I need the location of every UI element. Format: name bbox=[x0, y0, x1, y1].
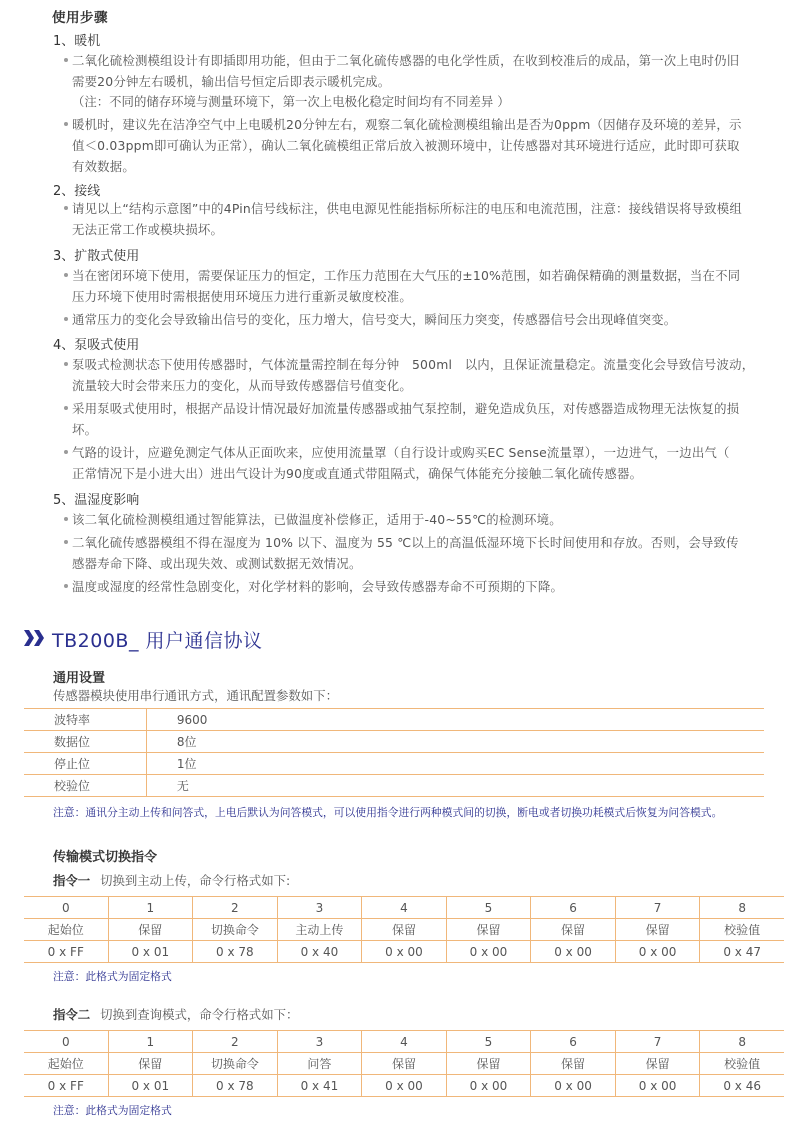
usage-heading: 使用步骤 bbox=[52, 10, 108, 26]
temp-title: 5、温湿度影响 bbox=[53, 493, 140, 508]
byte-name-cell: 保留 bbox=[362, 919, 447, 941]
bullet-line: 采用泵吸式使用时，根据产品设计情况最好加流量传感器或抽气泵控制，避免造成负压，对传感器造成物理无法恢复的损 bbox=[72, 401, 740, 416]
cmd2-label: 指令二 bbox=[53, 1007, 91, 1022]
config-value: 无 bbox=[146, 775, 764, 797]
protocol-title: TB200B_ 用户通信协议 bbox=[52, 630, 263, 652]
bullet-dot-icon bbox=[64, 406, 68, 410]
serial-config-table bbox=[24, 708, 764, 797]
bullet-line: 需要20分钟左右暖机，输出信号恒定后即表示暖机完成。 bbox=[72, 74, 391, 89]
bullet-dot-icon bbox=[64, 317, 68, 321]
cmd1-caption bbox=[53, 871, 290, 889]
warmup-bullet-1 bbox=[64, 50, 764, 92]
byte-index-cell: 7 bbox=[615, 1031, 700, 1053]
byte-name-cell: 保留 bbox=[446, 1053, 531, 1075]
config-key: 波特率 bbox=[24, 709, 146, 731]
byte-value-cell: 0 x 00 bbox=[446, 1075, 531, 1097]
bullet-line: 气路的设计，应避免测定气体从正面吹来，应使用流量罩（自行设计或购买EC Sense流量罩），一边进气，一边出气（ bbox=[72, 445, 730, 460]
byte-name-cell: 保留 bbox=[108, 919, 193, 941]
byte-index-cell: 4 bbox=[362, 1031, 447, 1053]
byte-value-cell: 0 x 41 bbox=[277, 1075, 362, 1097]
cmd1-idx-row bbox=[24, 897, 784, 919]
config-note: 注意：通讯分主动上传和问答式，上电后默认为问答模式，可以使用指令进行两种模式间的切换，断电或者切换功耗模式后恢复为问答模式。 bbox=[53, 806, 723, 819]
byte-value-cell: 0 x 00 bbox=[362, 1075, 447, 1097]
byte-index-cell: 6 bbox=[531, 897, 616, 919]
byte-index-cell: 7 bbox=[615, 897, 700, 919]
cmd2-name-row bbox=[24, 1053, 784, 1075]
cmd1-table bbox=[24, 896, 784, 963]
config-key: 数据位 bbox=[24, 731, 146, 753]
bullet-dot-icon bbox=[64, 206, 68, 210]
warmup-note: （注：不同的储存环境与测量环境下，第一次上电极化稳定时间均有不同差异 ） bbox=[72, 94, 510, 109]
byte-value-cell: 0 x 78 bbox=[193, 1075, 278, 1097]
cmd2-caption bbox=[53, 1005, 298, 1023]
wiring-title: 2、接线 bbox=[53, 184, 101, 199]
bullet-dot-icon bbox=[64, 362, 68, 366]
byte-index-cell: 1 bbox=[108, 897, 193, 919]
bullet-dot-icon bbox=[64, 122, 68, 126]
byte-index-cell: 2 bbox=[193, 897, 278, 919]
byte-index-cell: 8 bbox=[700, 897, 784, 919]
pump-bullet-1 bbox=[64, 354, 764, 396]
bullet-dot-icon bbox=[64, 517, 68, 521]
bullet-line: 正常情况下是小进大出）进出气设计为90度或直通式带阻隔式，确保气体能充分接触二氧化硫传感器。 bbox=[72, 466, 643, 481]
bullet-line: 通常压力的变化会导致输出信号的变化，压力增大，信号变大，瞬间压力突变，传感器信号会出现峰值突变。 bbox=[72, 312, 677, 327]
byte-value-cell: 0 x 78 bbox=[193, 941, 278, 963]
byte-name-cell: 起始位 bbox=[24, 1053, 108, 1075]
bullet-line: 请见以上“结构示意图”中的4Pin信号线标注，供电电源见性能指标所标注的电压和电流范围，注意：接线错误将导致模组 bbox=[72, 201, 742, 216]
diffusion-title: 3、扩散式使用 bbox=[53, 249, 140, 264]
config-row bbox=[24, 753, 764, 775]
wiring-bullet-1 bbox=[64, 198, 764, 240]
byte-name-cell: 保留 bbox=[108, 1053, 193, 1075]
cmd2-idx-row bbox=[24, 1031, 784, 1053]
bullet-line: 值＜0.03ppm即可确认为正常），确认二氧化硫模组正常后放入被测环境中，让传感器对其环境进行适应，此时即可获取 bbox=[72, 138, 740, 153]
byte-name-cell: 保留 bbox=[362, 1053, 447, 1075]
byte-name-cell: 起始位 bbox=[24, 919, 108, 941]
general-settings-desc: 传感器模块使用串行通讯方式，通讯配置参数如下： bbox=[53, 688, 338, 703]
chevron-right-icon bbox=[34, 630, 44, 646]
warmup-title: 1、暖机 bbox=[53, 34, 101, 49]
byte-value-cell: 0 x 00 bbox=[531, 941, 616, 963]
bullet-line: 坏。 bbox=[72, 422, 98, 437]
byte-index-cell: 4 bbox=[362, 897, 447, 919]
byte-index-cell: 0 bbox=[24, 1031, 108, 1053]
bullet-dot-icon bbox=[64, 450, 68, 454]
byte-value-cell: 0 x 00 bbox=[615, 1075, 700, 1097]
protocol-header bbox=[24, 626, 424, 656]
byte-value-cell: 0 x 01 bbox=[108, 941, 193, 963]
config-row bbox=[24, 775, 764, 797]
bullet-line: 暖机时，建议先在洁净空气中上电暖机20分钟左右，观察二氧化硫检测模组输出是否为0ppm（因储存及环境的差异，示 bbox=[72, 117, 742, 132]
bullet-line: 当在密闭环境下使用，需要保证压力的恒定，工作压力范围在大气压的±10%范围，如若确保精确的测量数据，当在不同 bbox=[72, 268, 741, 283]
byte-index-cell: 5 bbox=[446, 1031, 531, 1053]
bullet-line: 压力环境下使用时需根据使用环境压力进行重新灵敏度校准。 bbox=[72, 289, 412, 304]
byte-value-cell: 0 x 00 bbox=[446, 941, 531, 963]
byte-index-cell: 6 bbox=[531, 1031, 616, 1053]
cmd1-desc: 切换到主动上传，命令行格式如下: bbox=[100, 873, 291, 888]
byte-index-cell: 3 bbox=[277, 897, 362, 919]
temp-bullet-3 bbox=[64, 576, 764, 597]
byte-value-cell: 0 x 47 bbox=[700, 941, 784, 963]
diffusion-bullet-1 bbox=[64, 265, 764, 307]
bullet-line: 有效数据。 bbox=[72, 159, 135, 174]
byte-name-cell: 切换命令 bbox=[193, 1053, 278, 1075]
byte-name-cell: 保留 bbox=[531, 919, 616, 941]
bullet-line: 二氧化硫检测模组设计有即插即用功能，但由于二氧化硫传感器的电化学性质，在收到校准后的成品，第一次上电时仍旧 bbox=[72, 53, 740, 68]
byte-value-cell: 0 x FF bbox=[24, 941, 108, 963]
config-value: 8位 bbox=[146, 731, 764, 753]
cmd2-desc: 切换到查询模式，命令行格式如下： bbox=[100, 1007, 299, 1022]
byte-name-cell: 校验值 bbox=[700, 919, 784, 941]
cmd1-hex-row bbox=[24, 941, 784, 963]
byte-index-cell: 1 bbox=[108, 1031, 193, 1053]
bullet-dot-icon bbox=[64, 584, 68, 588]
byte-value-cell: 0 x 00 bbox=[531, 1075, 616, 1097]
byte-name-cell: 切换命令 bbox=[193, 919, 278, 941]
byte-value-cell: 0 x 01 bbox=[108, 1075, 193, 1097]
temp-bullet-1 bbox=[64, 509, 764, 530]
bullet-dot-icon bbox=[64, 540, 68, 544]
bullet-line: 温度或湿度的经常性急剧变化，对化学材料的影响，会导致传感器寿命不可预期的下降。 bbox=[72, 579, 564, 594]
config-value: 9600 bbox=[146, 709, 764, 731]
cmd2-hex-row bbox=[24, 1075, 784, 1097]
byte-index-cell: 5 bbox=[446, 897, 531, 919]
bullet-dot-icon bbox=[64, 273, 68, 277]
bullet-line: 泵吸式检测状态下使用传感器时，气体流量需控制在每分钟 500ml 以内，且保证流量稳定。流量变化会导致信号波动， bbox=[72, 357, 755, 372]
config-key: 校验位 bbox=[24, 775, 146, 797]
config-value: 1位 bbox=[146, 753, 764, 775]
bullet-dot-icon bbox=[64, 58, 68, 62]
config-key: 停止位 bbox=[24, 753, 146, 775]
cmd1-note: 注意：此格式为固定格式 bbox=[53, 970, 172, 983]
cmd2-note: 注意：此格式为固定格式 bbox=[53, 1104, 172, 1117]
bullet-line: 流量较大时会带来压力的变化，从而导致传感器信号值变化。 bbox=[72, 378, 412, 393]
byte-value-cell: 0 x 00 bbox=[615, 941, 700, 963]
cmd2-table bbox=[24, 1030, 784, 1097]
cmd1-label: 指令一 bbox=[53, 873, 91, 888]
cmd1-name-row bbox=[24, 919, 784, 941]
config-row bbox=[24, 709, 764, 731]
temp-bullet-2 bbox=[64, 532, 764, 574]
byte-name-cell: 保留 bbox=[446, 919, 531, 941]
byte-name-cell: 保留 bbox=[615, 919, 700, 941]
byte-name-cell: 主动上传 bbox=[277, 919, 362, 941]
byte-index-cell: 2 bbox=[193, 1031, 278, 1053]
bullet-line: 该二氧化硫检测模组通过智能算法，已做温度补偿修正，适用于-40~55℃的检测环境。 bbox=[72, 512, 562, 527]
diffusion-bullet-2 bbox=[64, 309, 764, 330]
bullet-line: 二氧化硫传感器模组不得在湿度为 10% 以下、温度为 55 ℃以上的高温低湿环境下长时间使用和存放。否则，会导致传 bbox=[72, 535, 739, 550]
pump-title: 4、泵吸式使用 bbox=[53, 338, 140, 353]
byte-index-cell: 8 bbox=[700, 1031, 784, 1053]
byte-value-cell: 0 x FF bbox=[24, 1075, 108, 1097]
byte-index-cell: 3 bbox=[277, 1031, 362, 1053]
byte-value-cell: 0 x 46 bbox=[700, 1075, 784, 1097]
byte-value-cell: 0 x 40 bbox=[277, 941, 362, 963]
byte-name-cell: 保留 bbox=[615, 1053, 700, 1075]
config-row bbox=[24, 731, 764, 753]
switch-title: 传输模式切换指令 bbox=[53, 850, 158, 865]
byte-value-cell: 0 x 00 bbox=[362, 941, 447, 963]
bullet-line: 无法正常工作或模块损坏。 bbox=[72, 222, 224, 237]
byte-name-cell: 校验值 bbox=[700, 1053, 784, 1075]
byte-name-cell: 问答 bbox=[277, 1053, 362, 1075]
pump-bullet-3 bbox=[64, 442, 764, 484]
byte-index-cell: 0 bbox=[24, 897, 108, 919]
pump-bullet-2 bbox=[64, 398, 764, 440]
byte-name-cell: 保留 bbox=[531, 1053, 616, 1075]
bullet-line: 感器寿命下降、或出现失效、或测试数据无效情况。 bbox=[72, 556, 362, 571]
chevron-right-icon bbox=[24, 630, 34, 646]
general-settings-title: 通用设置 bbox=[53, 671, 106, 686]
warmup-bullet-2 bbox=[64, 114, 764, 177]
